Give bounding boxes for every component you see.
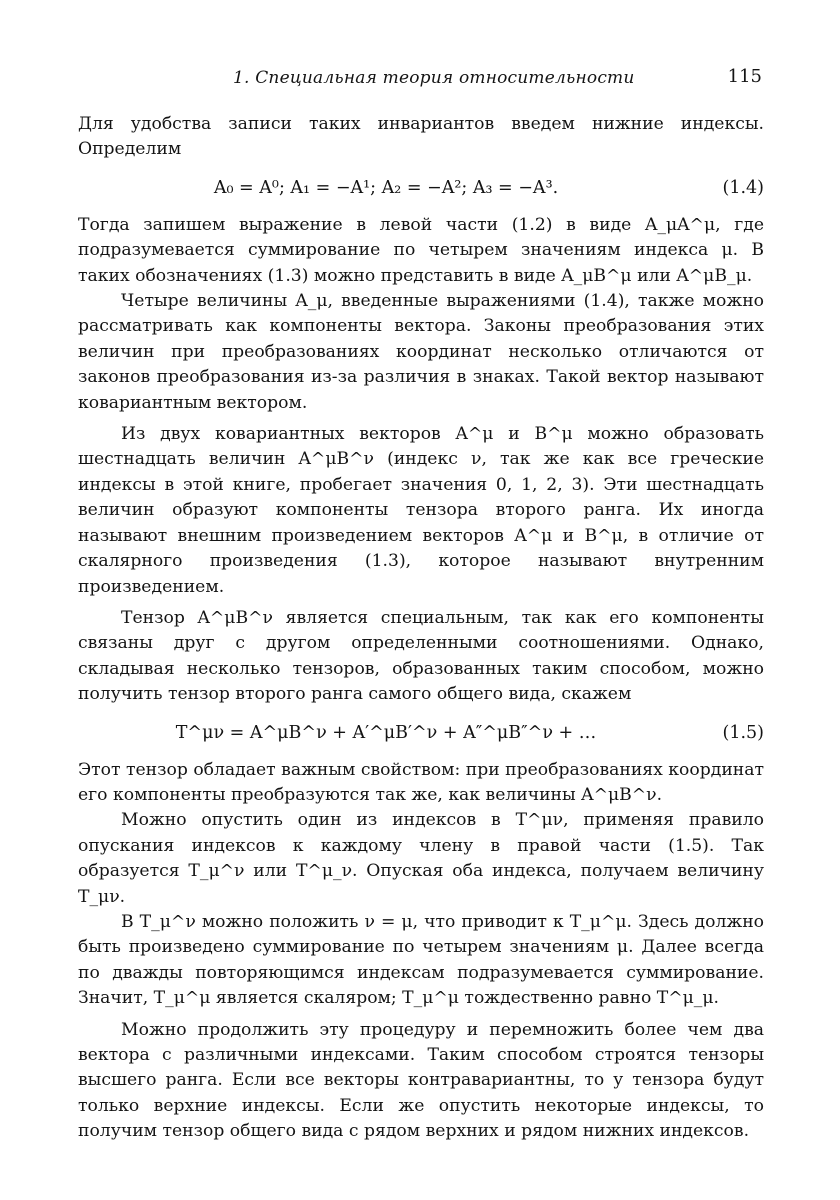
equation-1-5-number: (1.5) bbox=[722, 722, 764, 743]
paragraph-8: В T_μ^ν можно положить ν = μ, что приводит к T_μ^μ. Здесь должно быть произведено суммирование по четырем значениям μ. Далее всегда по дважды повторяющимся индексам подразумевается суммирование. Значит, T_μ^μ является скаляром; T_μ^μ тождественно равно T^μ_μ. bbox=[78, 911, 764, 1009]
running-title: 1. Специальная теория относительности bbox=[233, 68, 635, 88]
paragraph-2: Тогда запишем выражение в левой части (1.2) в виде A_μA^μ, где подразумевается суммирование по четырем значениям индекса μ. В таких обозначениях (1.3) можно представить в виде A_μB^μ или A^μB_μ. bbox=[78, 214, 764, 286]
paragraph-1: Для удобства записи таких инвариантов введем нижние индексы. Определим bbox=[78, 114, 764, 160]
paragraph-7: Можно опустить один из индексов в T^μν, применяя правило опускания индексов к каждому члену в правой части (1.5). Так образуется T_μ^ν или T^μ_ν. Опуская оба индекса, получаем величину T_μν. bbox=[78, 810, 764, 907]
paragraph-9: Можно продолжить эту процедуру и перемножить более чем два вектора с различными индексами. Таким способом строятся тензоры высшего ранга. Если все векторы контравариантны, то у тензора будут только верхние индексы. Если же опустить некоторые индексы, то получим тензор общего вида с рядом верхних и рядом нижних индексов. bbox=[78, 1019, 764, 1142]
paragraph-3: Четыре величины A_μ, введенные выражениями (1.4), также можно рассматривать как компоненты вектора. Законы преобразования этих величин при преобразованиях координат несколько отличаются от законов преобразования из-за различия в знаках. Такой вектор называют ковариантным вектором. bbox=[78, 291, 764, 413]
page-number: 115 bbox=[727, 66, 762, 87]
body-text bbox=[78, 112, 764, 1145]
equation-1-4-number: (1.4) bbox=[722, 177, 764, 198]
equation-1-4 bbox=[78, 167, 764, 211]
paragraph-6: Этот тензор обладает важным свойством: при преобразованиях координат его компоненты преобразуются так же, как величины A^μB^ν. bbox=[78, 759, 764, 805]
equation-1-5-formula: T^μν = A^μB^ν + A′^μB′^ν + A″^μB″^ν + … bbox=[175, 722, 597, 743]
paragraph-5: Тензор A^μB^ν является специальным, так как его компоненты связаны друг с другом определенными соотношениями. Однако, складывая несколько тензоров, образованных таким способом, можно получить тензор второго ранга самого общего вида, скажем bbox=[78, 607, 764, 705]
paragraph-4: Из двух ковариантных векторов A^μ и B^μ можно образовать шестнадцать величин A^μB^ν (индекс ν, так же как все греческие индексы в этой книге, пробегает значения 0, 1, 2, 3). Эти шестнадцать величин образуют компоненты тензора второго ранга. Их иногда называют внешним произведением векторов A^μ и B^μ, в отличие от скалярного произведения (1.3), которое называют внутренним произведением. bbox=[78, 424, 764, 597]
equation-1-4-formula: A₀ = A⁰; A₁ = −A¹; A₂ = −A²; A₃ = −A³. bbox=[213, 177, 559, 198]
equation-1-5 bbox=[78, 712, 764, 756]
running-header bbox=[78, 64, 766, 92]
